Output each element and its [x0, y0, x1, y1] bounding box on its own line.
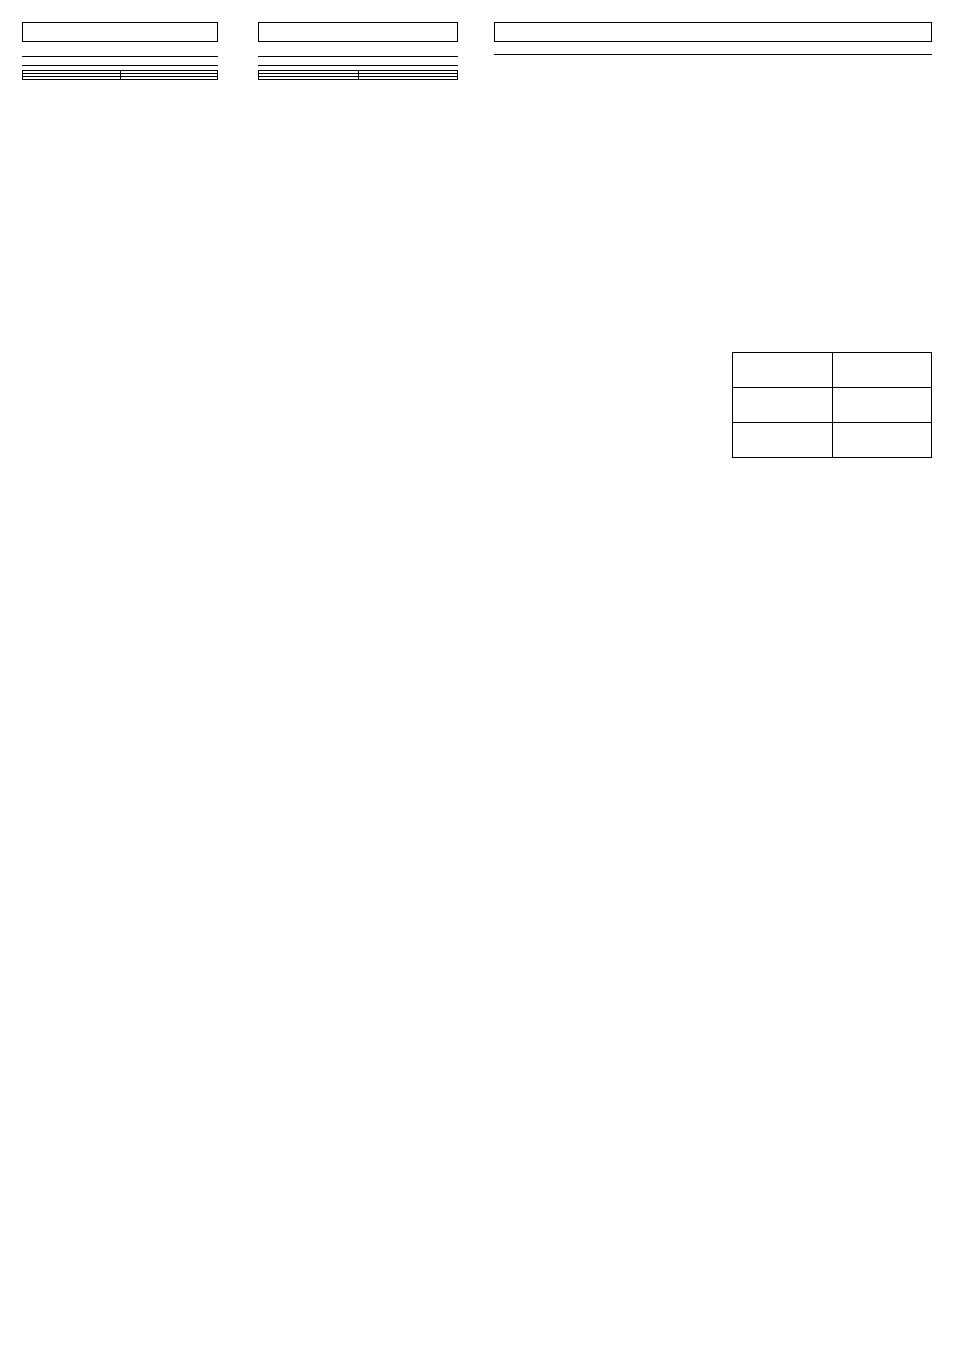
table-cell: [358, 77, 458, 80]
column-arabic: [258, 22, 458, 1320]
table-cell: [259, 77, 359, 80]
table-cell: [23, 77, 121, 80]
playback-heading: [258, 63, 458, 66]
record-heading: [22, 54, 218, 57]
language-label-blank: [494, 22, 932, 42]
speed-table: [258, 70, 458, 80]
language-label: [22, 22, 218, 42]
section-rule: [494, 54, 932, 55]
language-label: [258, 22, 458, 42]
record-heading: [258, 54, 458, 57]
playback-heading: [22, 63, 218, 66]
column-blank: [494, 22, 932, 1320]
blank-table: [732, 352, 932, 458]
column-chinese: [22, 22, 218, 1320]
table-cell: [120, 77, 218, 80]
speed-table: [22, 70, 218, 80]
